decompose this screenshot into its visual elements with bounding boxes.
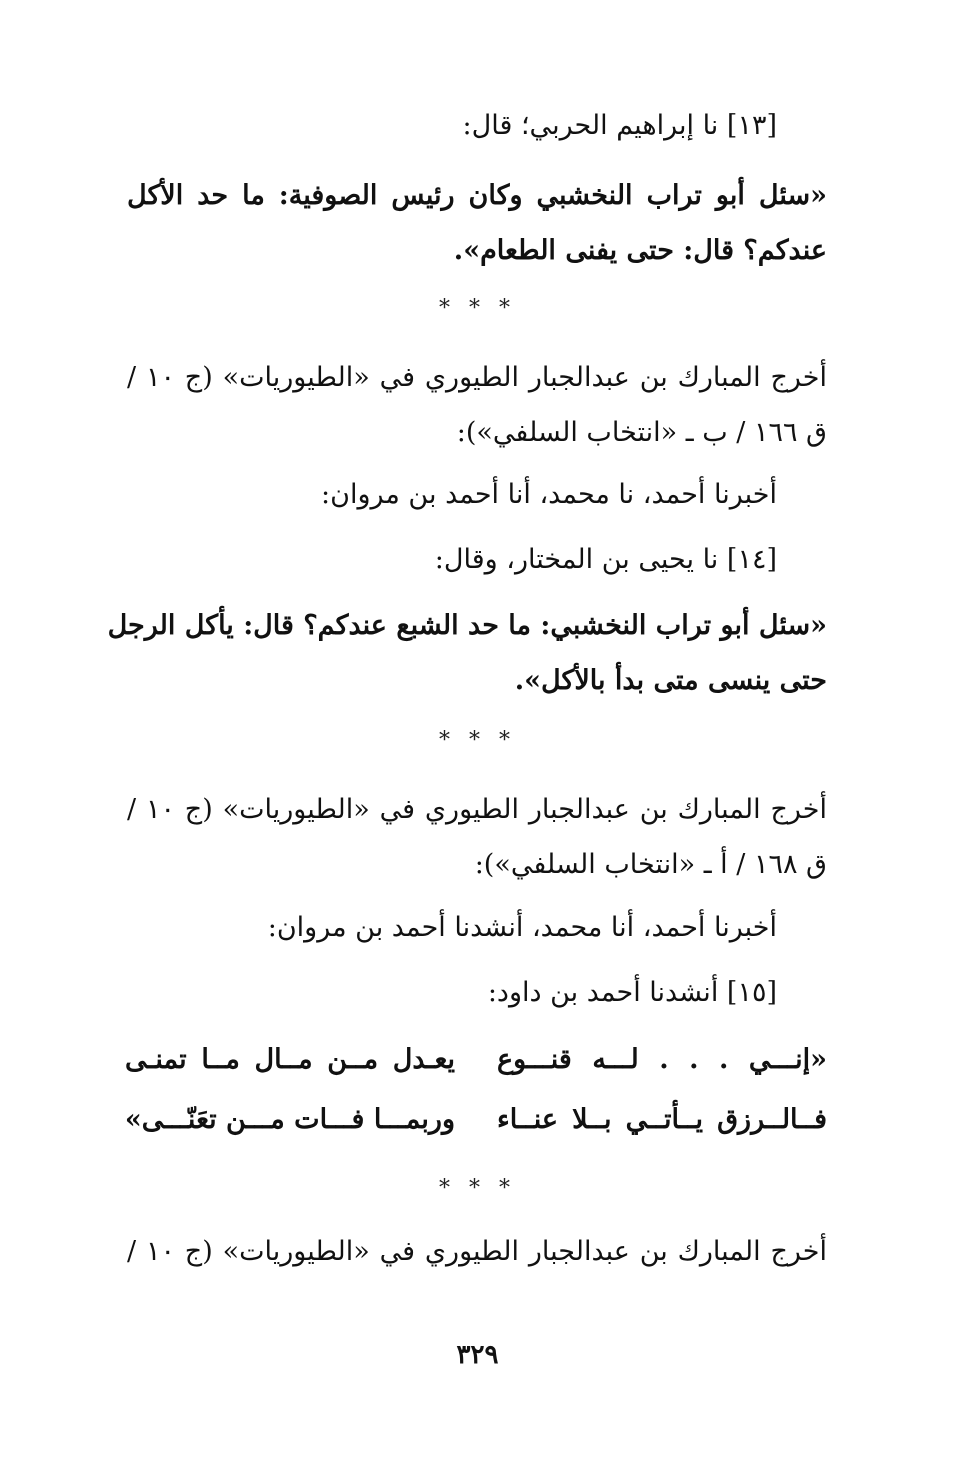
source-citation: أخرج المبارك بن عبدالجبار الطيوري في «الطيوريات» (ج ١٠ / bbox=[127, 1236, 827, 1267]
entry-13-heading: [١٣] نا إبراهيم الحربي؛ قال: bbox=[462, 110, 777, 141]
quote-line: حتى ينسى متى بدأ بالأكل». bbox=[514, 665, 827, 696]
verse-hemistich: يعـدل مــن مــال مــا تمنـى bbox=[125, 1044, 455, 1075]
quote-line: عندكم؟ قال: حتى يفنى الطعام». bbox=[453, 235, 827, 266]
isnad-line: أخبرنا أحمد، نا محمد، أنا أحمد بن مروان: bbox=[321, 479, 777, 510]
source-citation: ق ١٦٦ / ب ـ «انتخاب السلفي»): bbox=[456, 417, 827, 448]
section-separator: * * * bbox=[439, 296, 516, 321]
source-citation: ق ١٦٨ / أ ـ «انتخاب السلفي»): bbox=[474, 849, 827, 880]
quote-line: «سئل أبو تراب النخشبي وكان رئيس الصوفية: ما حد الأكل bbox=[127, 180, 827, 211]
entry-15-heading: [١٥] أنشدنا أحمد بن داود: bbox=[487, 977, 777, 1008]
isnad-line: أخبرنا أحمد، أنا محمد، أنشدنا أحمد بن مروان: bbox=[267, 912, 777, 943]
verse-hemistich: «إنـــي . . . لـــه قنـــوع bbox=[497, 1044, 827, 1075]
section-separator: * * * bbox=[439, 1176, 516, 1201]
page-number: ٣٢٩ bbox=[456, 1340, 499, 1370]
quote-line: «سئل أبو تراب النخشبي: ما حد الشبع عندكم؟ قال: يأكل الرجل bbox=[107, 610, 827, 641]
entry-14-heading: [١٤] نا يحيى بن المختار، وقال: bbox=[434, 544, 777, 575]
source-citation: أخرج المبارك بن عبدالجبار الطيوري في «الطيوريات» (ج ١٠ / bbox=[127, 362, 827, 393]
verse-hemistich: فــالــرزق يــأتــي بــلا عنــاء bbox=[497, 1104, 827, 1135]
source-citation: أخرج المبارك بن عبدالجبار الطيوري في «الطيوريات» (ج ١٠ / bbox=[127, 794, 827, 825]
section-separator: * * * bbox=[439, 728, 516, 753]
verse-hemistich: وربمـــا فـــات مـــن تعَنّـــى» bbox=[124, 1104, 455, 1135]
